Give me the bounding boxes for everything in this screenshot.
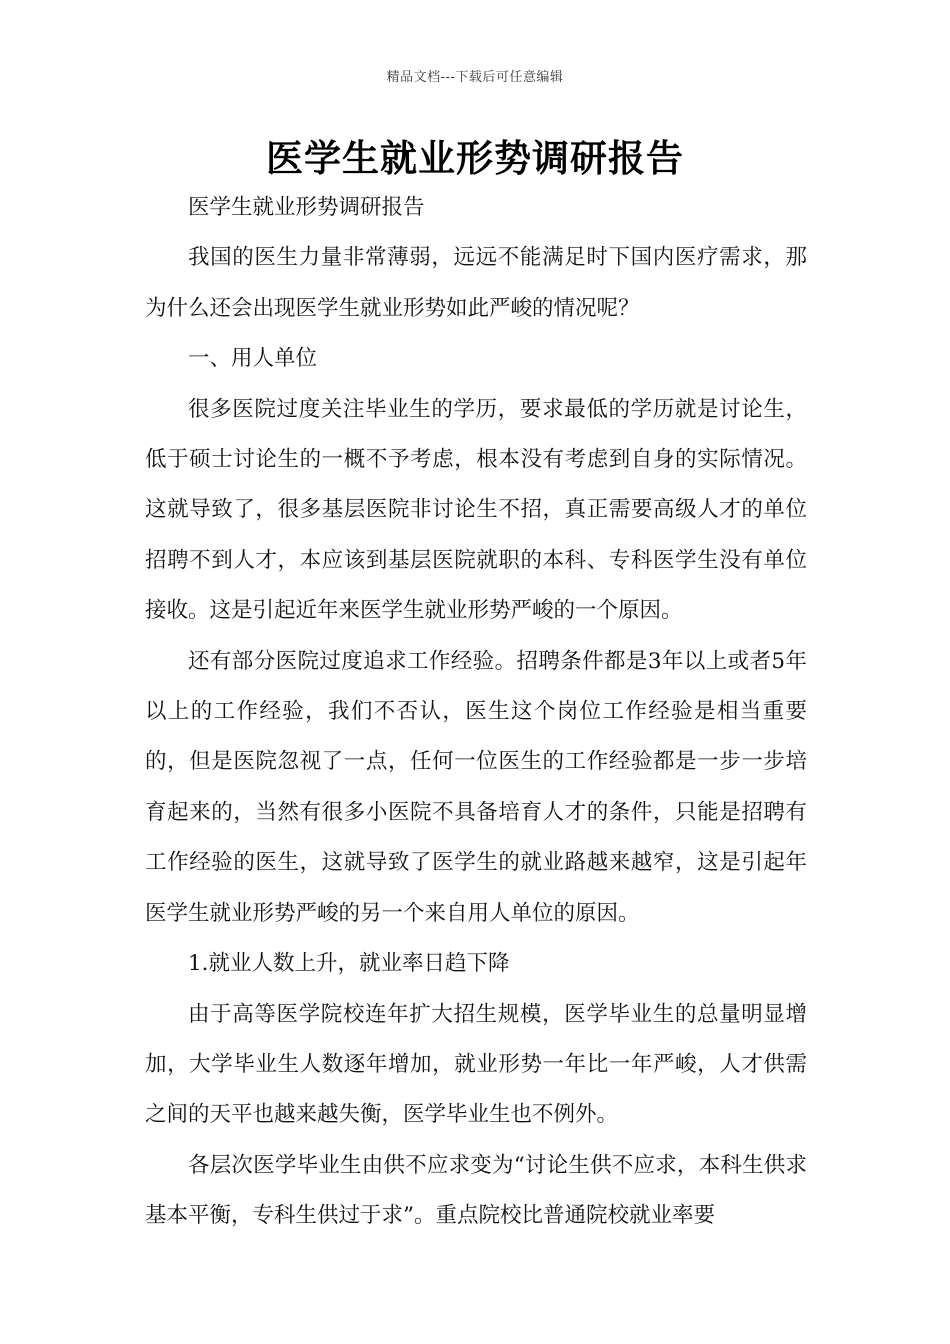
paragraph-subtitle: 医学生就业形势调研报告 — [188, 195, 425, 220]
paragraph-intro: 我国的医生力量非常薄弱，远远不能满足时下国内医疗需求，那为什么还会出现医学生就业形势如此严峻的情况呢？ — [145, 245, 807, 321]
paragraph-supply-demand: 各层次医学毕业生由供不应求变为“讨论生供不应求，本科生供求基本平衡，专科生供过于求”。重点院校比普通院校就业率要 — [145, 1152, 807, 1229]
paragraph-education-requirement: 很多医院过度关注毕业生的学历，要求最低的学历就是讨论生，低于硕士讨论生的一概不予考虑，根本没有考虑到自身的实际情况。这就导致了，很多基层医院非讨论生不招，真正需要高级人才的单位招聘不到人才，本应该到基层医院就职的本科、专科医学生没有单位接收。这是引起近年来医学生就业形势严峻的一个原因。 — [145, 396, 807, 624]
paragraph-enrollment-expansion: 由于高等医学院校连年扩大招生规模，医学毕业生的总量明显增加，大学毕业生人数逐年增加，就业形势一年比一年严峻，人才供需之间的天平也越来越失衡，医学毕业生也不例外。 — [145, 1001, 807, 1128]
paragraph-work-experience: 还有部分医院过度追求工作经验。招聘条件都是3年以上或者5年以上的工作经验，我们不否认，医生这个岗位工作经验是相当重要的，但是医院忽视了一点，任何一位医生的工作经验都是一步一步培育起来的，当然有很多小医院不具备培育人才的条件，只能是招聘有工作经验的医生，这就导致了医学生的就业路越来越窄，这是引起年医学生就业形势严峻的另一个来自用人单位的原因。 — [145, 648, 807, 926]
document-body — [145, 183, 807, 1242]
document-title: 医学生就业形势调研报告 — [266, 136, 684, 180]
section-heading-employer: 一、用人单位 — [188, 346, 318, 372]
header-note: 精品文档---下载后可任意编辑 — [386, 70, 564, 85]
subsection-heading-employment-rate: 1.就业人数上升，就业率日趋下降 — [188, 951, 510, 977]
